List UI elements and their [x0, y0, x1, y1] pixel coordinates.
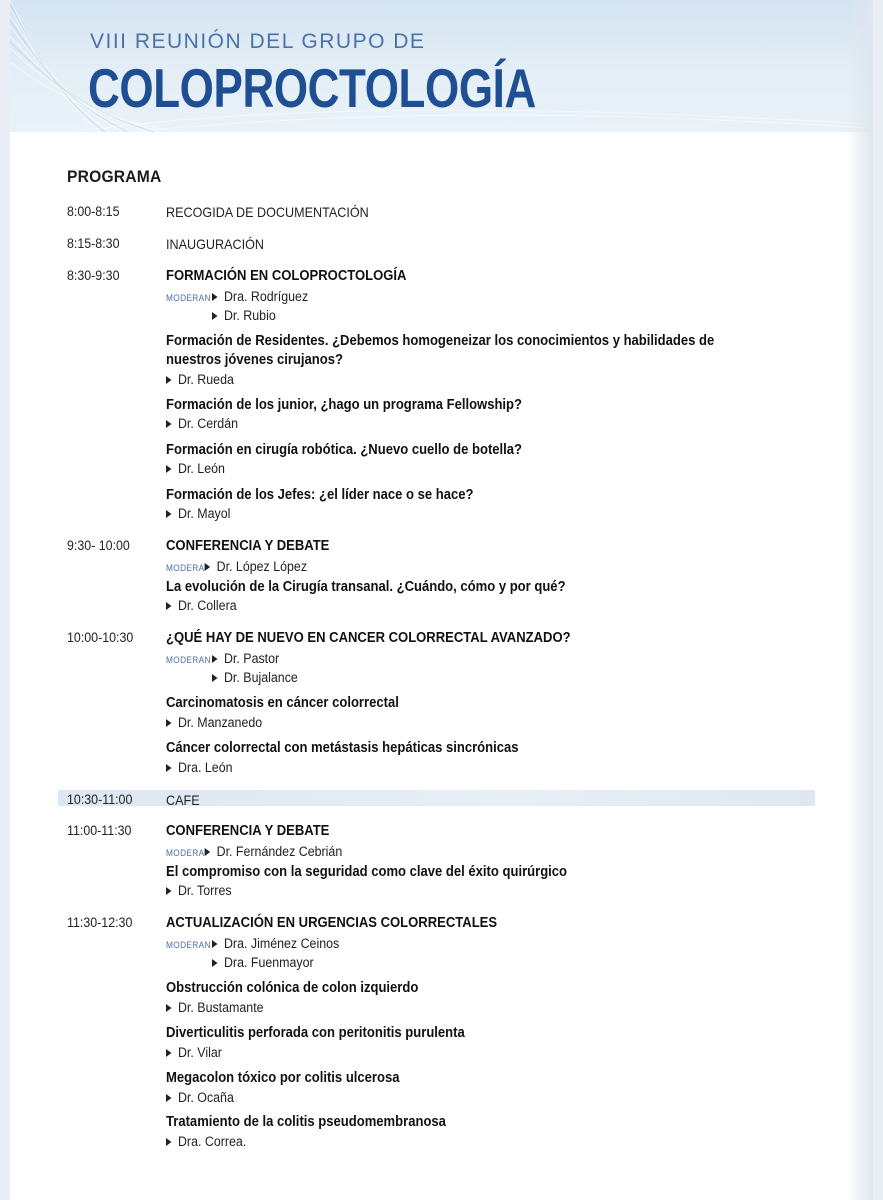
session-title: FORMACIÓN EN COLOPROCTOLOGÍA	[166, 268, 407, 284]
talk-title: Cáncer colorrectal con metástasis hepáticas sincrónicas	[166, 740, 519, 756]
speaker	[166, 1045, 222, 1060]
speaker-name: Dr. Rueda	[177, 372, 234, 387]
moderator-name: Dra. Rodríguez	[223, 289, 309, 304]
triangle-right-icon	[212, 940, 218, 948]
moderator-name: Dra. Jiménez Ceinos	[223, 936, 340, 951]
program-heading: PROGRAMA	[67, 167, 162, 186]
talk-title: Formación de Residentes. ¿Debemos homogeneizar los conocimientos y habilidades de nuestros jóvenes cirujanos?	[166, 333, 715, 368]
speaker	[166, 506, 230, 521]
moderator-line	[166, 936, 339, 951]
speaker-name: Dr. Bustamante	[177, 1000, 264, 1015]
triangle-right-icon	[205, 848, 211, 856]
speaker-name: Dra. Correa.	[177, 1134, 247, 1149]
triangle-right-icon	[166, 887, 172, 895]
moderator-line	[166, 308, 276, 323]
talk-title: El compromiso con la seguridad como clave del éxito quirúrgico	[166, 864, 568, 880]
speaker-name: Dr. Torres	[177, 883, 232, 898]
moderator-line	[166, 670, 298, 685]
speaker-name: Dr. Cerdán	[177, 416, 239, 431]
page-edge-shadow	[845, 0, 873, 1200]
speaker	[166, 372, 234, 387]
time-slot: 9:30- 10:00	[67, 538, 130, 553]
time-slot: 10:00-10:30	[67, 630, 134, 645]
triangle-right-icon	[212, 959, 218, 967]
triangle-right-icon	[166, 510, 172, 518]
session-title: ¿QUÉ HAY DE NUEVO EN CANCER COLORRECTAL AVANZADO?	[166, 630, 571, 646]
moderator-label: MODERAN	[166, 940, 211, 950]
triangle-right-icon	[205, 563, 211, 571]
moderator-name: Dr. Bujalance	[223, 670, 298, 685]
triangle-right-icon	[166, 719, 172, 727]
triangle-right-icon	[166, 1049, 172, 1057]
session-title: CAFE	[166, 792, 200, 808]
moderator-line	[166, 651, 279, 666]
triangle-right-icon	[166, 376, 172, 384]
talk-title: Tratamiento de la colitis pseudomembranosa	[166, 1114, 446, 1130]
talk-title: Obstrucción colónica de colon izquierdo	[166, 980, 419, 996]
speaker	[166, 461, 225, 476]
moderator-name: Dr. Fernández Cebrián	[216, 844, 343, 859]
talk-title: Formación de los junior, ¿hago un programa Fellowship?	[166, 397, 523, 413]
event-subtitle: VIII REUNIÓN DEL GRUPO DE	[90, 30, 426, 53]
session-title: CONFERENCIA Y DEBATE	[166, 823, 330, 839]
speaker	[166, 715, 262, 730]
moderator-name: Dr. López López	[216, 559, 308, 574]
speaker	[166, 760, 233, 775]
triangle-right-icon	[166, 420, 172, 428]
speaker	[166, 1090, 234, 1105]
speaker-name: Dr. Vilar	[177, 1045, 222, 1060]
triangle-right-icon	[166, 465, 172, 473]
talk-title: Carcinomatosis en cáncer colorrectal	[166, 695, 399, 711]
time-slot: 11:30-12:30	[67, 915, 133, 930]
talk-title: Formación de los Jefes: ¿el líder nace o se hace?	[166, 487, 474, 503]
time-slot: 8:15-8:30	[67, 236, 120, 251]
time-slot: 8:00-8:15	[67, 204, 120, 219]
speaker	[166, 883, 232, 898]
talk-title: Diverticulitis perforada con peritonitis purulenta	[166, 1025, 465, 1041]
program-sheet	[10, 0, 873, 1200]
speaker	[166, 416, 238, 431]
triangle-right-icon	[166, 1004, 172, 1012]
moderator-line	[166, 844, 342, 859]
session-title: CONFERENCIA Y DEBATE	[166, 538, 330, 554]
speaker-name: Dr. Manzanedo	[177, 715, 263, 730]
moderator-line	[166, 289, 308, 304]
time-slot: 11:00-11:30	[67, 823, 132, 838]
triangle-right-icon	[212, 655, 218, 663]
triangle-right-icon	[212, 293, 218, 301]
talk-title: La evolución de la Cirugía transanal. ¿Cuándo, cómo y por qué?	[166, 579, 566, 595]
speaker-name: Dr. Collera	[177, 598, 237, 613]
moderator-name: Dr. Rubio	[223, 308, 276, 323]
speaker	[166, 598, 237, 613]
speaker-name: Dr. Mayol	[177, 506, 231, 521]
session-title: INAUGURACIÓN	[166, 236, 265, 252]
speaker-name: Dra. León	[177, 760, 233, 775]
time-slot: 8:30-9:30	[67, 268, 120, 283]
time-slot: 10:30-11:00	[67, 792, 133, 807]
header-banner	[10, 0, 873, 132]
moderator-name: Dra. Fuenmayor	[223, 955, 314, 970]
speaker	[166, 1134, 246, 1149]
moderator-label: MODERAN	[166, 655, 211, 665]
triangle-right-icon	[212, 674, 218, 682]
moderator-label: MODERA	[166, 848, 205, 858]
moderator-label: MODERAN	[166, 293, 211, 303]
speaker-name: Dr. Ocaña	[177, 1090, 234, 1105]
session-title: RECOGIDA DE DOCUMENTACIÓN	[166, 204, 369, 220]
event-title: COLOPROCTOLOGÍA	[88, 57, 536, 119]
moderator-line	[166, 559, 307, 574]
speaker	[166, 1000, 264, 1015]
moderator-name: Dr. Pastor	[223, 651, 280, 666]
triangle-right-icon	[166, 1094, 172, 1102]
talk-title: Formación en cirugía robótica. ¿Nuevo cuello de botella?	[166, 442, 523, 458]
speaker-name: Dr. León	[177, 461, 225, 476]
triangle-right-icon	[166, 602, 172, 610]
triangle-right-icon	[166, 764, 172, 772]
triangle-right-icon	[166, 1138, 172, 1146]
talk-title: Megacolon tóxico por colitis ulcerosa	[166, 1070, 400, 1086]
moderator-line	[166, 955, 314, 970]
session-title: ACTUALIZACIÓN EN URGENCIAS COLORRECTALES	[166, 915, 498, 931]
moderator-label: MODERA	[166, 563, 205, 573]
triangle-right-icon	[212, 312, 218, 320]
